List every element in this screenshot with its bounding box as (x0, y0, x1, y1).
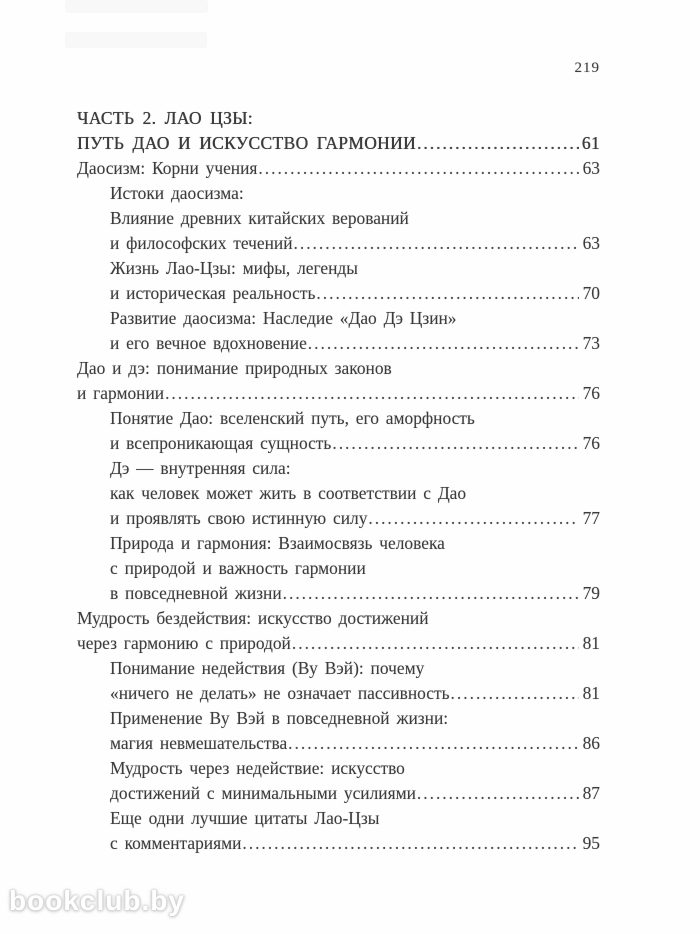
toc-line-text: и его вечное вдохновение (110, 333, 307, 353)
toc-line-text: с природой и важность гармонии (110, 558, 366, 578)
toc-page-number: 79 (582, 583, 600, 603)
toc-page-number: 76 (582, 383, 600, 403)
toc-line-text: Истоки даосизма: (110, 183, 244, 203)
toc-line (77, 831, 600, 856)
dot-leader (288, 731, 579, 756)
toc-line (77, 606, 600, 631)
dot-leader (417, 781, 579, 806)
bookclub-watermark: bookclub.by (9, 885, 185, 916)
blurred-stamp-bottom (65, 32, 207, 48)
toc-line (77, 281, 600, 306)
toc-line (77, 506, 600, 531)
toc-line (77, 206, 600, 231)
dot-leader (332, 431, 579, 456)
dot-leader (165, 381, 579, 406)
toc-line (77, 356, 600, 381)
toc-line-text: с комментариями (110, 833, 242, 853)
toc-line-text: Понимание недействия (Ву Вэй): почему (110, 658, 425, 678)
toc-line-text: как человек может жить в соответствии с Дао (110, 483, 467, 503)
toc-page-number: 70 (582, 283, 600, 303)
toc-line (77, 756, 600, 781)
dot-leader (294, 231, 579, 256)
dot-leader (283, 581, 579, 606)
toc-line-text: и философских течений (110, 233, 293, 253)
toc-line (77, 456, 600, 481)
toc-line-text: магия невмешательства (110, 733, 288, 753)
toc-line (77, 481, 600, 506)
toc-page-number: 95 (582, 833, 600, 853)
toc-line-text: Понятие Дао: вселенский путь, его аморфность (110, 408, 475, 428)
dot-leader (368, 506, 579, 531)
toc-line (77, 631, 600, 656)
toc-page-number: 63 (582, 158, 600, 178)
dot-leader (292, 631, 579, 656)
toc-line-text: Мудрость через недействие: искусство (110, 758, 405, 778)
toc-line-text: Еще одни лучшие цитаты Лао-Цзы (110, 808, 380, 828)
toc-line-text: Мудрость бездействия: искусство достижений (77, 608, 429, 628)
dot-leader (308, 331, 579, 356)
toc-line (77, 731, 600, 756)
toc-line-text: Даосизм: Корни учения (77, 158, 258, 178)
toc-line (77, 231, 600, 256)
dot-leader (316, 281, 579, 306)
toc-page-number: 87 (582, 783, 600, 803)
toc-page-number: 81 (582, 683, 600, 703)
table-of-contents (77, 106, 600, 856)
toc-line (77, 681, 600, 706)
toc-line-text: достижений с минимальными усилиями (110, 783, 416, 803)
toc-line (77, 156, 600, 181)
toc-line (77, 256, 600, 281)
toc-page-number: 77 (582, 508, 600, 528)
toc-page-number: 86 (582, 733, 600, 753)
toc-line (77, 431, 600, 456)
toc-line-text: ПУТЬ ДАО И ИСКУССТВО ГАРМОНИИ (77, 133, 416, 153)
dot-leader (417, 131, 579, 156)
toc-line (77, 381, 600, 406)
toc-page-number: 61 (581, 133, 600, 153)
toc-line (77, 531, 600, 556)
toc-line-text: и проявлять свою истинную силу (110, 508, 368, 528)
toc-line (77, 181, 600, 206)
toc-line (77, 781, 600, 806)
toc-line-text: и всепроникающая сущность (110, 433, 332, 453)
toc-line-text: Развитие даосизма: Наследие «Дао Дэ Цзин» (110, 308, 457, 328)
toc-line-text: и гармонии (77, 383, 165, 403)
toc-line (77, 406, 600, 431)
toc-line-text: и историческая реальность (110, 283, 316, 303)
dot-leader (451, 681, 579, 706)
toc-line (77, 306, 600, 331)
toc-line (77, 706, 600, 731)
toc-line (77, 331, 600, 356)
toc-line-text: в повседневной жизни (110, 583, 282, 603)
toc-line-text: Дэ — внутренняя сила: (110, 458, 291, 478)
page-number: 219 (574, 60, 600, 76)
toc-line (77, 581, 600, 606)
toc-line (77, 106, 600, 131)
toc-line-text: Влияние древних китайских верований (110, 208, 409, 228)
toc-line-text: Применение Ву Вэй в повседневной жизни: (110, 708, 449, 728)
toc-line-text: Природа и гармония: Взаимосвязь человека (110, 533, 445, 553)
toc-page-number: 73 (582, 333, 600, 353)
toc-line-text: «ничего не делать» не означает пассивность (110, 683, 450, 703)
toc-page-number: 76 (582, 433, 600, 453)
toc-line-text: Дао и дэ: понимание природных законов (77, 358, 392, 378)
toc-page-number: 81 (582, 633, 600, 653)
toc-line (77, 131, 600, 156)
dot-leader (258, 156, 579, 181)
dot-leader (242, 831, 579, 856)
toc-line (77, 556, 600, 581)
toc-line (77, 656, 600, 681)
toc-line-text: Жизнь Лао-Цзы: мифы, легенды (110, 258, 358, 278)
toc-line-text: через гармонию с природой (77, 633, 291, 653)
toc-page-number: 63 (582, 233, 600, 253)
blurred-stamp-top (65, 0, 208, 13)
toc-line (77, 806, 600, 831)
toc-line-text: ЧАСТЬ 2. ЛАО ЦЗЫ: (77, 108, 253, 128)
